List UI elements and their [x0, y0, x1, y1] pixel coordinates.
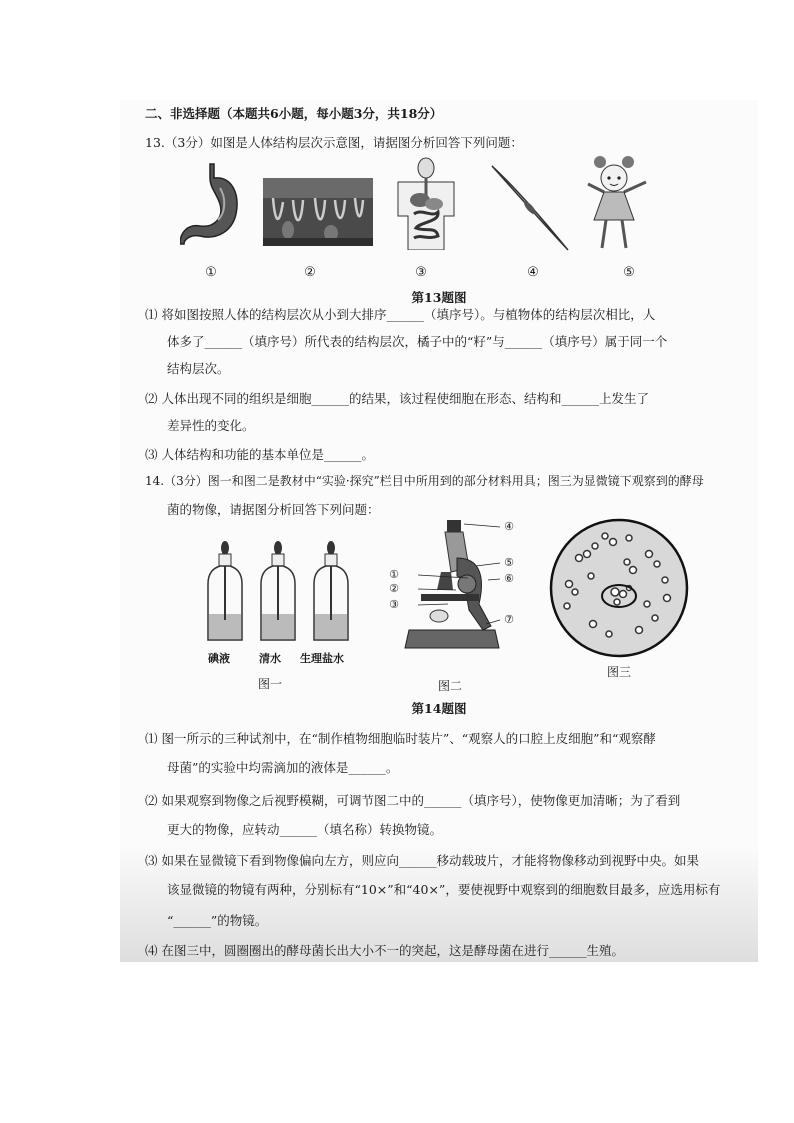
q13-stem: 13.（3分）如图是人体结构层次示意图，请据图分析回答下列问题：	[145, 135, 523, 150]
q14-part3-line1: ⑶ 如果在显微镜下看到物像偏向左方，则应向______移动载玻片，才能将物像移动到视野中央。如果	[145, 853, 699, 868]
q14-stem-line2: 菌的物像，请据图分析回答下列问题：	[167, 502, 380, 517]
q13-part1-line2: 体多了______（填序号）所代表的结构层次，橘子中的“籽”与______（填序号）属于同一个	[167, 334, 668, 349]
q13-marker-4: ④	[527, 265, 539, 280]
figure-3-label: 图三	[607, 665, 632, 679]
label-water: 清水	[259, 652, 281, 665]
reagent-bottles-figure	[202, 540, 362, 648]
microscope-callout-6: ⑥	[504, 572, 514, 585]
exam-page	[120, 100, 758, 962]
microscope-callout-3: ③	[389, 598, 399, 611]
q13-marker-3: ③	[415, 265, 427, 280]
figure-2-label: 图二	[438, 679, 463, 693]
q14-part1-line2: 母菌”的实验中均需滴加的液体是______。	[167, 760, 399, 775]
microscope-callout-4: ④	[504, 520, 514, 533]
q13-figure-caption: 第13题图	[411, 290, 467, 305]
q13-part1-line1: ⑴ 将如图按照人体的结构层次从小到大排序______（填序号）。与植物体的结构层次相比，人	[145, 307, 656, 322]
microscope-callout-2: ②	[389, 582, 399, 595]
q13-marker-5: ⑤	[623, 265, 635, 280]
muscle-cell-illustration	[490, 164, 570, 252]
yeast-micrograph	[549, 518, 689, 658]
q14-part1-line1: ⑴ 图一所示的三种试剂中，在“制作植物细胞临时装片”、“观察人的口腔上皮细胞”和“观察酵	[145, 731, 656, 746]
q14-part2-line2: 更大的物像，应转动______（填名称）转换物镜。	[167, 822, 443, 837]
microscope-callout-7: ⑦	[504, 613, 514, 626]
saline-bottle-icon	[314, 541, 348, 640]
microscope-callout-1: ①	[389, 568, 399, 581]
human-organ-system-illustration	[392, 156, 460, 250]
tissue-micrograph	[263, 178, 373, 246]
microscope-leader-lines	[400, 520, 510, 630]
q14-figure-caption: 第14题图	[411, 701, 467, 716]
water-bottle-icon	[261, 541, 295, 640]
q14-stem-line1: 14.（3分）图一和图二是教材中“实验·探究”栏目中所用到的部分材料用具；图三为显微镜下观察到的酵母	[145, 474, 704, 488]
section-title: 二、非选择题（本题共6小题，每小题3分，共18分）	[145, 106, 443, 121]
q14-part3-line3: “______”的物镜。	[167, 913, 268, 928]
q13-part2-line2: 差异性的变化。	[167, 418, 255, 433]
iodine-bottle-icon	[208, 541, 242, 640]
q13-marker-2: ②	[304, 265, 316, 280]
q13-marker-1: ①	[205, 265, 217, 280]
stomach-illustration	[180, 162, 244, 247]
q14-part4: ⑷ 在图三中，圆圈圈出的酵母菌长出大小不一的突起，这是酵母菌在进行______生殖。	[145, 943, 624, 958]
label-iodine: 碘液	[208, 652, 230, 665]
q14-part2-line1: ⑵ 如果观察到物像之后视野模糊，可调节图二中的______（填序号），使物像更加清晰；为了看到	[145, 793, 681, 808]
microscope-callout-5: ⑤	[504, 556, 514, 569]
figure-1-label: 图一	[258, 677, 283, 691]
q13-part3: ⑶ 人体结构和功能的基本单位是______。	[145, 447, 374, 462]
girl-illustration	[586, 154, 648, 252]
label-saline: 生理盐水	[300, 652, 344, 665]
q13-part2-line1: ⑵ 人体出现不同的组织是细胞______的结果，该过程使细胞在形态、结构和______上发生了	[145, 391, 649, 406]
q13-part1-line3: 结构层次。	[167, 361, 230, 376]
q14-part3-line2: 该显微镜的物镜有两种，分别标有“10×”和“40×”，要使视野中观察到的细胞数目最多，应选用标有	[167, 882, 721, 897]
